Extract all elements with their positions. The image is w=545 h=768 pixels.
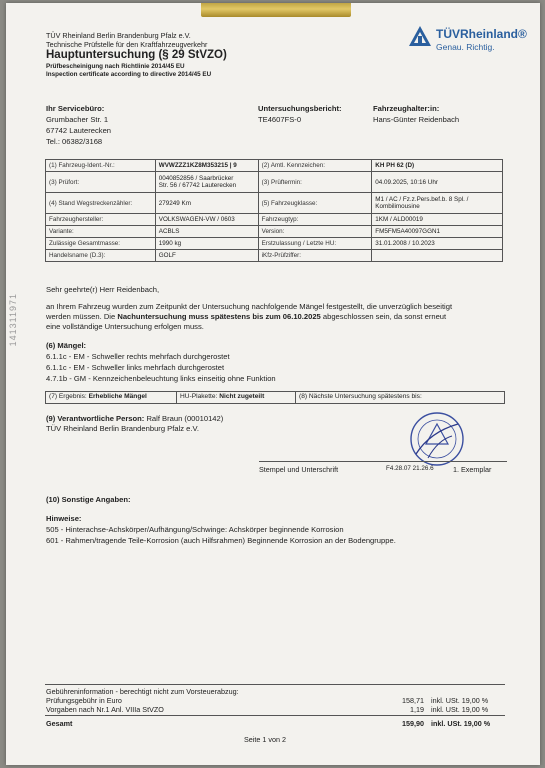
- class-label: (5) Fahrzeugklasse:: [258, 193, 372, 214]
- check-digit-value: [372, 250, 503, 262]
- office-street: Grumbacher Str. 1: [46, 115, 109, 124]
- manufacturer-label: Fahrzeughersteller:: [46, 214, 156, 226]
- office-city: 67742 Lauterecken: [46, 126, 112, 135]
- trade-name-value: GOLF: [155, 250, 258, 262]
- tuv-triangle-icon: [408, 25, 432, 47]
- check-digit-label: iKfz-Prüfziffer:: [258, 250, 372, 262]
- location-label: (3) Prüfort:: [46, 172, 156, 193]
- signature-line: [259, 461, 507, 462]
- note-item-1: 505 - Hinterachse-Achskörper/Aufhängung/Schwinge: Achskörper beginnende Korrosion: [46, 525, 344, 534]
- plate-value: KH PH 62 (D): [372, 160, 503, 172]
- fee-row1-label: Prüfungsgebühr in Euro: [46, 696, 122, 705]
- result-cell: [46, 392, 177, 403]
- plaque-value: Nicht zugeteilt: [219, 393, 265, 400]
- org-subtitle: Technische Prüfstelle für den Kraftfahrzeugverkehr: [46, 40, 208, 49]
- note-item-2: 601 - Rahmen/tragende Teile-Korrosion (auch Hilfsrahmen) Beginnende Korrosion an der Bodengruppe.: [46, 536, 396, 545]
- trade-name-label: Handelsname (D.3):: [46, 250, 156, 262]
- class-line2: Kombilimousine: [375, 203, 420, 210]
- vehicle-data-table: [45, 159, 503, 262]
- date-label: (3) Prüftermin:: [258, 172, 372, 193]
- tuv-logo: [408, 25, 528, 52]
- location-value: [155, 172, 258, 193]
- responsible-line: [46, 414, 223, 423]
- page-number: Seite 1 von 2: [244, 735, 286, 744]
- notes-heading: Hinweise:: [46, 514, 82, 523]
- fee-row1-value: 158,71: [402, 696, 424, 705]
- logo-slogan: Genau. Richtig.: [436, 42, 495, 52]
- mass-value: 1990 kg: [155, 238, 258, 250]
- registration-label: Erstzulassung / Letzte HU:: [258, 238, 372, 250]
- variant-label: Variante:: [46, 226, 156, 238]
- odometer-label: (4) Stand Wegstreckenzähler:: [46, 193, 156, 214]
- fee-row1-tax: inkl. USt. 19,00 %: [431, 696, 489, 705]
- plate-label: (2) Amtl. Kennzeichen:: [258, 160, 372, 172]
- result-row: [45, 391, 505, 404]
- fee-total-value: 159,90: [402, 719, 424, 728]
- responsible-org: TÜV Rheinland Berlin Brandenburg Pfalz e.V.: [46, 424, 199, 433]
- result-value: Erhebliche Mängel: [88, 393, 147, 400]
- office-heading: Ihr Servicebüro:: [46, 104, 105, 113]
- responsible-label: (9) Verantwortliche Person:: [46, 414, 147, 423]
- letter-line2: [46, 312, 446, 321]
- fees-heading: Gebühreninformation - berechtigt nicht zum Vorsteuerabzug:: [46, 687, 239, 696]
- fees-mid-line: [45, 715, 505, 716]
- type-value: 1KM / ALD00019: [372, 214, 503, 226]
- logo-brand: TÜVRheinland®: [436, 27, 527, 41]
- deadline-text: Nachuntersuchung muss spätestens bis zum 06.10.2025: [117, 312, 321, 321]
- letter-line1: an Ihrem Fahrzeug wurden zum Zeitpunkt der Untersuchung nachfolgende Mängel festgestellt, die unverzüglich beseitigt: [46, 302, 453, 311]
- fees-top-line: [45, 684, 505, 685]
- defect-item-2: 6.1.1c - EM - Schweller links mehrfach durchgerostet: [46, 363, 225, 372]
- fee-total-tax: inkl. USt. 19,00 %: [431, 719, 491, 728]
- fee-total-label: Gesamt: [46, 719, 73, 728]
- paper-clip: [201, 3, 351, 17]
- next-inspection-cell: (8) Nächste Untersuchung spätestens bis:: [299, 393, 422, 400]
- holder-heading: Fahrzeughalter:in:: [373, 104, 440, 113]
- date-value: 04.09.2025, 10:16 Uhr: [372, 172, 503, 193]
- vin-value: WVWZZZ1KZ8M353215 | 9: [155, 160, 258, 172]
- class-line1: M1 / AC / Fz.z.Pers.bef.b. 8 Spl. /: [375, 196, 469, 203]
- letter-line2a: werden müssen. Die: [46, 312, 118, 321]
- location-line1: 0040852856 / Saarbrücker: [158, 175, 234, 182]
- plaque-label: HU-Plakette:: [180, 393, 220, 400]
- defect-item-3: 4.7.1b - GM - Kennzeichenbeleuchtung links einseitig ohne Funktion: [46, 374, 276, 383]
- fee-row2-value: 1,19: [410, 705, 424, 714]
- report-heading: Untersuchungsbericht:: [258, 104, 342, 113]
- location-line2: Str. 56 / 67742 Lauterecken: [158, 182, 237, 189]
- fee-row2-label: Vorgaben nach Nr.1 Anl. VIIIa StVZO: [46, 705, 164, 714]
- report-number: TE4607FS-0: [258, 115, 302, 124]
- fee-row2-tax: inkl. USt. 19,00 %: [431, 705, 489, 714]
- directive-en: Inspection certificate according to directive 2014/45 EU: [46, 71, 212, 78]
- plaque-cell: [177, 392, 296, 403]
- odometer-value: 279249 Km: [155, 193, 258, 214]
- signature-label: Stempel und Unterschrift: [259, 465, 339, 474]
- other-heading: (10) Sonstige Angaben:: [46, 495, 131, 504]
- page-title: Hauptuntersuchung (§ 29 StVZO): [46, 49, 227, 61]
- result-label: (7) Ergebnis:: [49, 393, 89, 400]
- defect-item-1: 6.1.1c - EM - Schweller rechts mehrfach durchgerostet: [46, 352, 230, 361]
- document-page: [6, 3, 540, 765]
- vin-label: (1) Fahrzeug-Ident.-Nr.:: [46, 160, 156, 172]
- mass-label: Zulässige Gesamtmasse:: [46, 238, 156, 250]
- org-name: TÜV Rheinland Berlin Brandenburg Pfalz e.V.: [46, 31, 191, 40]
- class-value: [372, 193, 503, 214]
- directive-de: Prüfbescheinigung nach Richtlinie 2014/45 EU: [46, 63, 185, 70]
- official-stamp: [408, 410, 466, 468]
- version-label: Version:: [258, 226, 372, 238]
- manufacturer-value: VOLKSWAGEN-VW / 0603: [155, 214, 258, 226]
- serial-number: 141311971: [8, 293, 18, 347]
- holder-name: Hans-Günter Reidenbach: [373, 115, 460, 124]
- defects-heading: (6) Mängel:: [46, 341, 87, 350]
- type-label: Fahrzeugtyp:: [258, 214, 372, 226]
- copy-label: 1. Exemplar: [453, 465, 492, 474]
- version-value: FM5FM5A40097GGN1: [372, 226, 503, 238]
- letter-line3: eine vollständige Untersuchung erfolgen muss.: [46, 322, 204, 331]
- signature-code: F4.28.07 21.26.6: [386, 465, 434, 472]
- letter-line2c: abgeschlossen sein, da sonst erneut: [320, 312, 447, 321]
- responsible-name: Ralf Braun (00010142): [146, 414, 224, 423]
- variant-value: ACBLS: [155, 226, 258, 238]
- registration-value: 31.01.2008 / 10.2023: [372, 238, 503, 250]
- greeting: Sehr geehrte(r) Herr Reidenbach,: [46, 285, 160, 294]
- office-phone: Tel.: 06382/3168: [46, 137, 103, 146]
